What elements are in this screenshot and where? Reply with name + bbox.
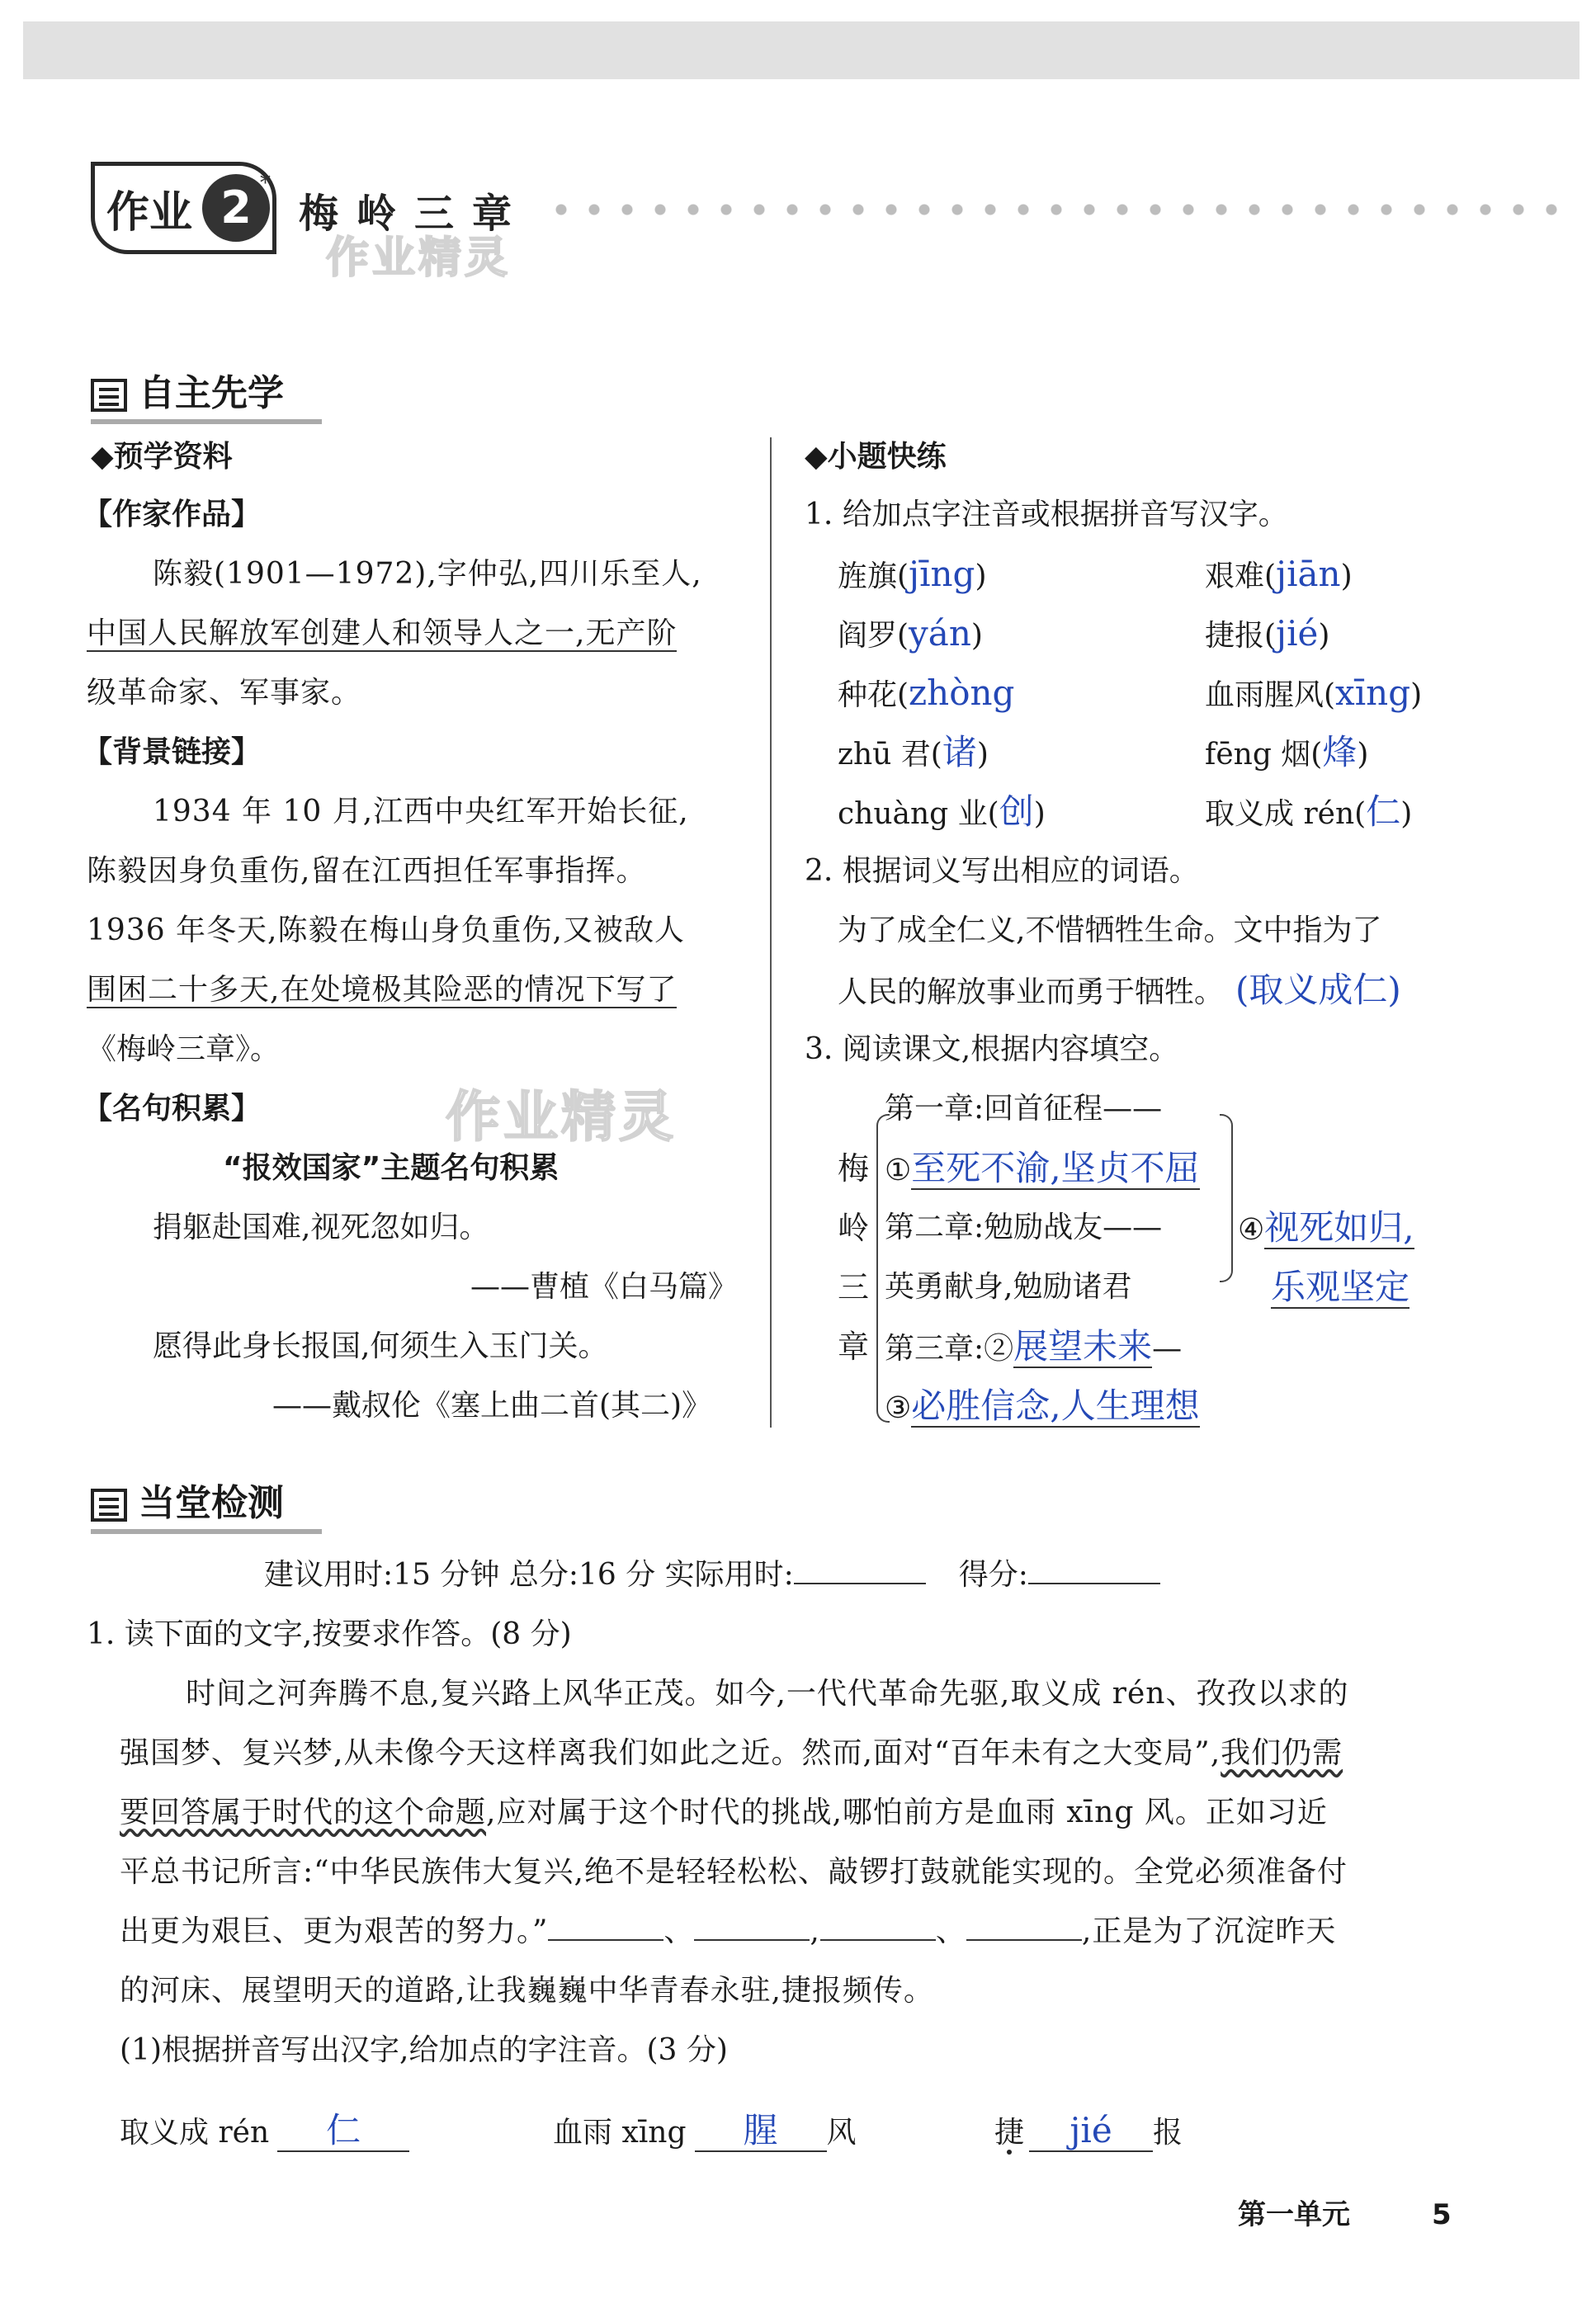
quote-1-source: ——曹植《白马篇》 (470, 1270, 739, 1304)
pinyin-item-7: zhū 君(诸) (838, 732, 989, 772)
chapter-3: 第三章:②展望未来— (885, 1326, 1183, 1367)
passage-line-6: 的河床、展望明天的道路,让我巍巍中华青春永驻,捷报频传。 (120, 1974, 934, 2008)
lesson-title: 梅岭三章 (299, 191, 531, 237)
chapter-2: 第二章:勉励战友—— (885, 1211, 1163, 1244)
badge-label: 作业 (106, 188, 193, 238)
right-brace (1220, 1114, 1233, 1282)
pinyin-item-8: fēng 烟(烽) (1205, 732, 1369, 772)
fill-blank[interactable] (820, 1939, 936, 1941)
quote-2: 愿得此身长报国,何须生入玉门关。 (153, 1329, 608, 1363)
pinyin-item-1: 旌旗(jīng) (838, 554, 987, 594)
fill-blank[interactable] (966, 1939, 1082, 1941)
scan-top-bar (23, 21, 1579, 79)
unit-label: 第一单元 (1238, 2198, 1350, 2231)
open-book-icon (91, 1489, 127, 1522)
vertical-title-4: 章 (838, 1329, 870, 1365)
pinyin-item-9: chuàng 业(创) (838, 791, 1046, 832)
passage-line-3: 要回答属于时代的这个命题,应对属于这个时代的挑战,哪怕前方是血雨 xīng 风。正如习近 (120, 1796, 1328, 1829)
fill-2: 血雨 xīng 腥 风 (553, 2110, 857, 2150)
watermark-logo: 作业精灵 (326, 234, 512, 283)
pinyin-item-4: 捷报(jié) (1205, 613, 1330, 654)
passage-line-1: 时间之河奔腾不息,复兴路上风华正茂。如今,一代代革命先驱,取义成 rén、孜孜以求的 (186, 1677, 1349, 1711)
fill-1: 取义成 rén 仁 (120, 2111, 409, 2153)
passage-line-2: 强国梦、复兴梦,从未像今天这样离我们如此之近。然而,面对“百年未有之大变局”,我们仍需 (120, 1736, 1343, 1770)
right-answer-1: ④视死如归, (1238, 1207, 1414, 1248)
quotes-label: 【名句积累】 (83, 1092, 262, 1126)
pinyin-item-5: 种花(zhòng (838, 673, 1015, 713)
test-q1: 1. 读下面的文字,按要求作答。(8 分) (87, 1617, 572, 1651)
section-head-class-test (91, 1473, 284, 1526)
chapter-2-line-2: 英勇献身,勉励诸君 (885, 1270, 1132, 1304)
notebook-icon (91, 379, 127, 412)
chapter-1: 第一章:回首征程—— (885, 1092, 1163, 1126)
author-line-3: 级革命家、军事家。 (87, 676, 362, 710)
chapter-3-line-2: ③必胜信念,人生理想 (885, 1385, 1200, 1426)
section-title: 自主先学 (139, 372, 284, 414)
section-head-self-study (91, 363, 284, 416)
passage-line-5: 出更为艰巨、更为艰苦的努力。” 、 , 、 ,正是为了沉淀昨天 (120, 1914, 1337, 1948)
pinyin-item-6: 血雨腥风(xīng) (1205, 673, 1423, 713)
right-answer-2: 乐观坚定 (1271, 1267, 1410, 1307)
watermark-logo-center: 作业精灵 (446, 1085, 677, 1149)
q3-text: 3. 阅读课文,根据内容填空。 (805, 1032, 1179, 1066)
vertical-title-3: 三 (838, 1269, 870, 1305)
fill-blank[interactable] (694, 1939, 810, 1941)
q2-answer: (取义成仁) (1235, 970, 1401, 1010)
quote-1: 捐躯赴国难,视死忽如归。 (153, 1211, 489, 1244)
sub-question-1: (1)根据拼音写出汉字,给加点的字注音。(3 分) (120, 2033, 728, 2067)
author-label: 【作家作品】 (83, 498, 262, 531)
background-line-2: 陈毅因身负重伤,留在江西担任军事指挥。 (87, 854, 647, 888)
preview-heading: ◆预学资料 (91, 440, 233, 474)
homework-badge (91, 162, 276, 254)
background-line-4: 围困二十多天,在处境极其险恶的情况下写了 (87, 973, 678, 1007)
pinyin-item-2: 艰难(jiān) (1205, 554, 1353, 594)
q2-line-1: 为了成全仁义,不惜牺牲生命。文中指为了 (838, 913, 1382, 947)
pinyin-item-10: 取义成 rén(仁) (1205, 791, 1413, 832)
title-dots-decoration (545, 204, 1576, 215)
background-line-5: 《梅岭三章》。 (87, 1032, 281, 1066)
vertical-title-1: 梅 (838, 1150, 870, 1187)
q2-line-2: 人民的解放事业而勇于牺牲。 (取义成仁) (838, 970, 1401, 1010)
section-title: 当堂检测 (139, 1482, 284, 1524)
fill-3: 捷 jié 报 (994, 2110, 1183, 2150)
quotes-title: “报效国家”主题名句积累 (223, 1151, 560, 1185)
background-line-1: 1934 年 10 月,江西中央红军开始长征, (153, 795, 689, 828)
q1-text: 1. 给加点字注音或根据拼音写汉字。 (805, 498, 1288, 531)
badge-number: 2 (202, 174, 270, 242)
page-number: 5 (1432, 2198, 1452, 2231)
pinyin-item-3: 阎罗(yán) (838, 613, 983, 654)
badge-star: * (260, 171, 271, 196)
background-label: 【背景链接】 (83, 735, 262, 769)
q2-text: 2. 根据词义写出相应的词语。 (805, 854, 1199, 888)
practice-heading: ◆小题快练 (805, 440, 947, 474)
fill-blank[interactable] (548, 1939, 663, 1941)
background-line-3: 1936 年冬天,陈毅在梅山身负重伤,又被敌人 (87, 913, 685, 947)
quote-2-source: ——戴叔伦《塞上曲二首(其二)》 (272, 1389, 712, 1423)
vertical-title-2: 岭 (838, 1210, 870, 1246)
author-line-2: 中国人民解放军创建人和领导人之一,无产阶 (87, 616, 678, 650)
passage-line-4: 平总书记所言:“中华民族伟大复兴,绝不是轻轻松松、敲锣打鼓就能实现的。全党必须准备付 (120, 1855, 1348, 1889)
test-meta: 建议用时:15 分钟 总分:16 分 实际用时: 得分: (264, 1555, 1160, 1595)
chapter-1-answer: ①至死不渝,坚贞不屈 (885, 1148, 1200, 1188)
author-line-1: 陈毅(1901—1972),字仲弘,四川乐至人, (153, 557, 702, 591)
column-divider (770, 437, 772, 1428)
